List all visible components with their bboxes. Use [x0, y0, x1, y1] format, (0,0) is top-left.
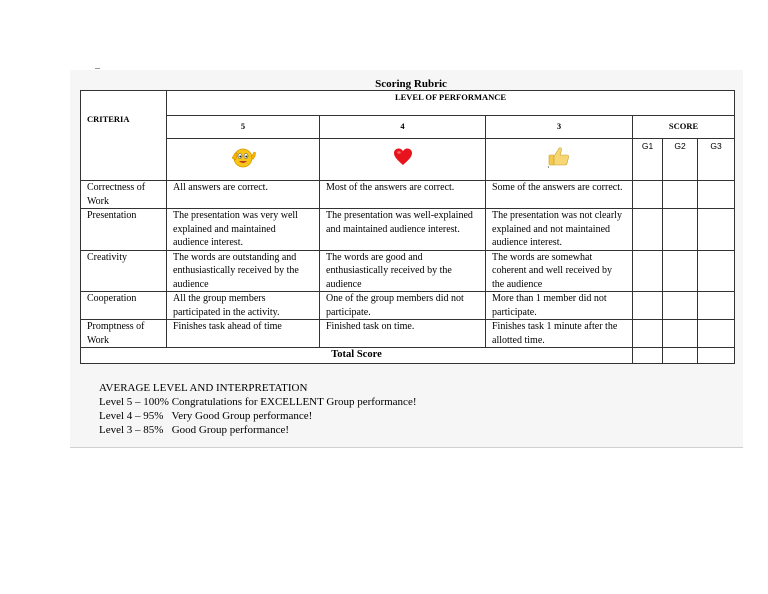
- level-5-cell: Finishes task ahead of time: [167, 320, 320, 348]
- level-3-cell: The presentation was not clearly explained and not maintained audience interest.: [486, 209, 633, 251]
- rubric-table: [80, 90, 735, 364]
- criteria-header: CRITERIA: [81, 91, 167, 181]
- group-2-header: G2: [663, 139, 698, 181]
- score-g3-cell[interactable]: [698, 292, 735, 320]
- score-g1-cell[interactable]: [633, 181, 663, 209]
- level-4-icon-cell: [320, 139, 486, 181]
- total-score-label: Total Score: [81, 348, 633, 364]
- level-4-cell: Finished task on time.: [320, 320, 486, 348]
- level-3-icon-cell: [486, 139, 633, 181]
- level-4-cell: The words are good and enthusiastically received by the audience: [320, 250, 486, 292]
- red-heart-icon: [393, 147, 413, 167]
- table-row: [81, 250, 735, 292]
- level-3-cell: More than 1 member did not participate.: [486, 292, 633, 320]
- thumbs-up-icon: [546, 144, 572, 170]
- score-g1-cell[interactable]: [633, 250, 663, 292]
- level-3-cell: Finishes task 1 minute after the allotted time.: [486, 320, 633, 348]
- level-5-icon-cell: [167, 139, 320, 181]
- level-5-cell: All the group members participated in the activity.: [167, 292, 320, 320]
- score-g3-cell[interactable]: [698, 320, 735, 348]
- table-row: [81, 209, 735, 251]
- score-g2-cell[interactable]: [663, 250, 698, 292]
- total-g1-cell[interactable]: [633, 348, 663, 364]
- level-5-cell: All answers are correct.: [167, 181, 320, 209]
- score-g2-cell[interactable]: [663, 292, 698, 320]
- level-4-cell: The presentation was well-explained and maintained audience interest.: [320, 209, 486, 251]
- score-g3-cell[interactable]: [698, 209, 735, 251]
- rubric-title: Scoring Rubric: [375, 78, 447, 90]
- total-g2-cell[interactable]: [663, 348, 698, 364]
- page-mark: [95, 68, 100, 69]
- score-g1-cell[interactable]: [633, 209, 663, 251]
- happy-thumbs-up-emoji-icon: [230, 144, 256, 170]
- page-divider: [70, 447, 743, 448]
- level-4-cell: Most of the answers are correct.: [320, 181, 486, 209]
- score-g3-cell[interactable]: [698, 250, 735, 292]
- score-g1-cell[interactable]: [633, 292, 663, 320]
- score-g3-cell[interactable]: [698, 181, 735, 209]
- score-g2-cell[interactable]: [663, 181, 698, 209]
- score-header: SCORE: [633, 116, 735, 139]
- group-3-header: G3: [698, 139, 735, 181]
- group-1-header: G1: [633, 139, 663, 181]
- table-row: [81, 292, 735, 320]
- total-row: [81, 348, 735, 364]
- interpretation-line: Level 3 – 85% Good Group performance!: [99, 424, 289, 436]
- level-5-cell: The presentation was very well explained and maintained audience interest.: [167, 209, 320, 251]
- criteria-cell: Presentation: [81, 209, 167, 251]
- score-g2-cell[interactable]: [663, 320, 698, 348]
- score-g1-cell[interactable]: [633, 320, 663, 348]
- total-g3-cell[interactable]: [698, 348, 735, 364]
- table-row: [81, 320, 735, 348]
- criteria-cell: Correctness of Work: [81, 181, 167, 209]
- level-3-header: 3: [486, 116, 633, 139]
- interpretation-line: Level 5 – 100% Congratulations for EXCELLENT Group performance!: [99, 396, 417, 408]
- level-3-cell: The words are somewhat coherent and well received by the audience: [486, 250, 633, 292]
- interpretation-line: Level 4 – 95% Very Good Group performance!: [99, 410, 313, 422]
- interpretation-heading: AVERAGE LEVEL AND INTERPRETATION: [99, 382, 308, 394]
- level-of-performance-header: LEVEL OF PERFORMANCE: [167, 91, 735, 116]
- criteria-cell: Promptness of Work: [81, 320, 167, 348]
- score-g2-cell[interactable]: [663, 209, 698, 251]
- level-5-cell: The words are outstanding and enthusiastically received by the audience: [167, 250, 320, 292]
- table-row: [81, 181, 735, 209]
- interpretation-block: [99, 381, 417, 437]
- level-5-header: 5: [167, 116, 320, 139]
- criteria-cell: Creativity: [81, 250, 167, 292]
- level-4-header: 4: [320, 116, 486, 139]
- criteria-cell: Cooperation: [81, 292, 167, 320]
- level-3-cell: Some of the answers are correct.: [486, 181, 633, 209]
- level-4-cell: One of the group members did not participate.: [320, 292, 486, 320]
